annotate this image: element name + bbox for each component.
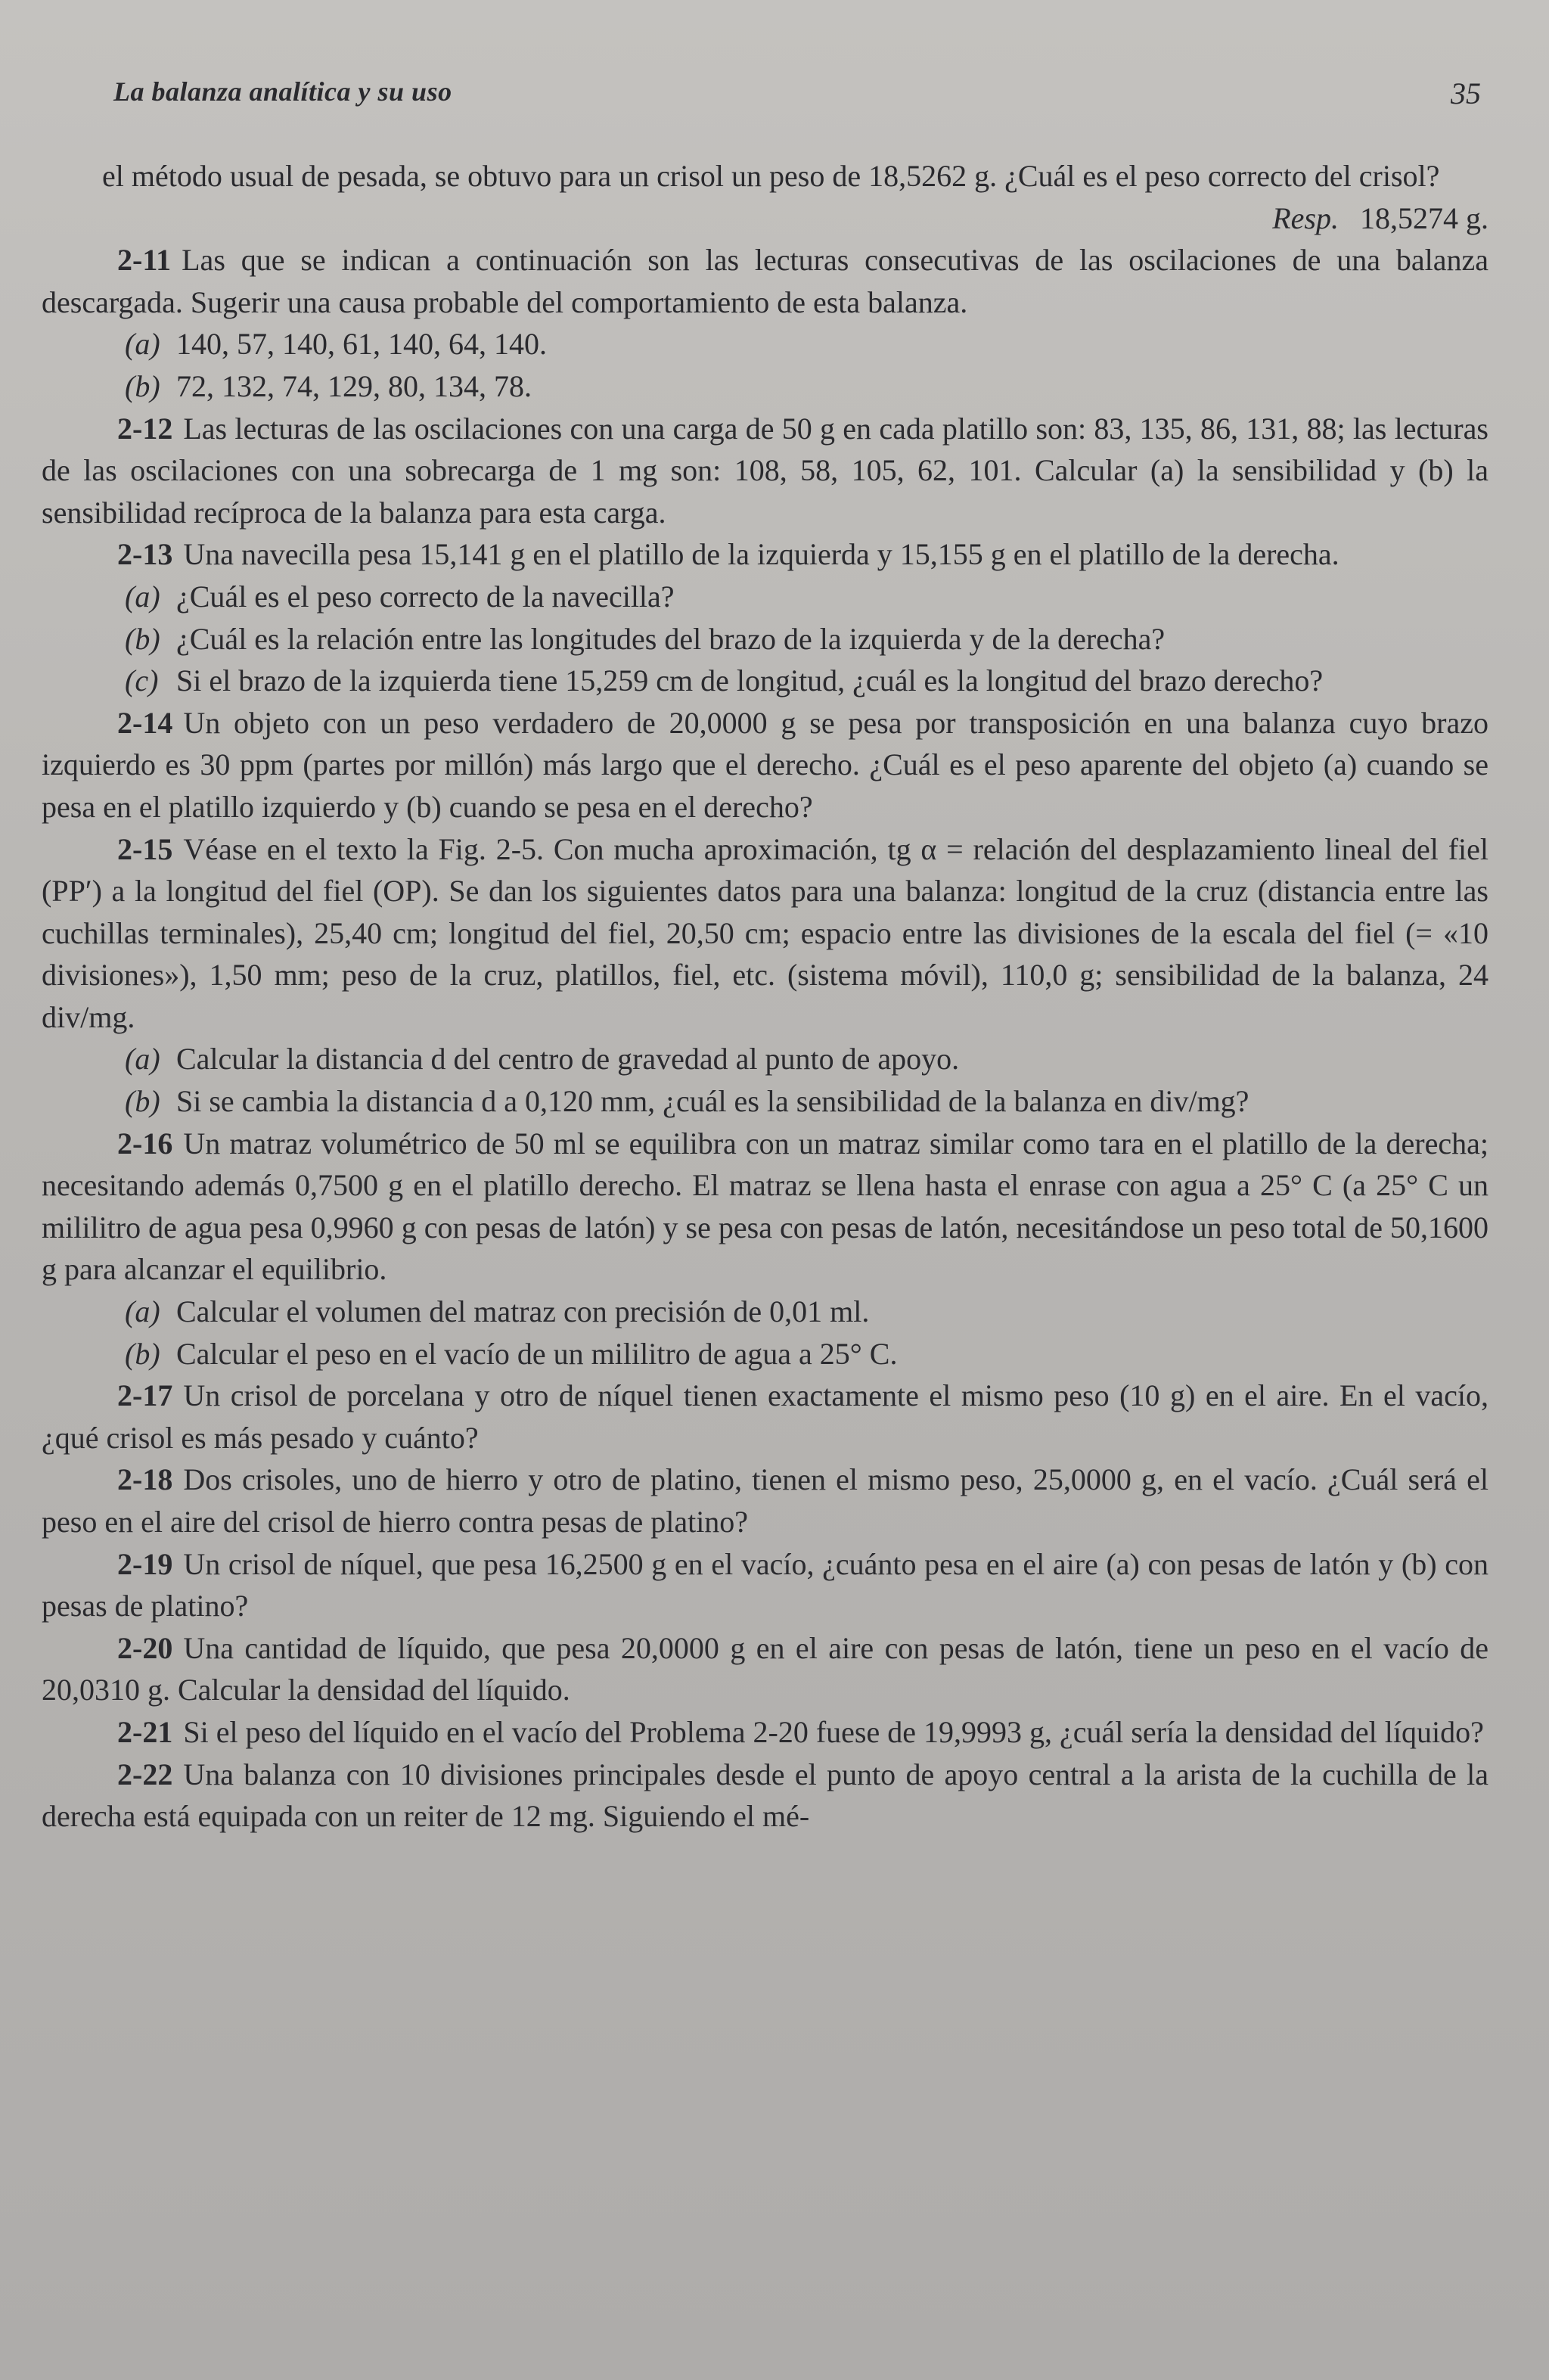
problem-2-11-item <box>125 323 1488 365</box>
item-text: ¿Cuál es la relación entre las longitudes del brazo de la izquierda y de la derecha? <box>176 621 1166 656</box>
problem-number: 2-15 <box>117 831 173 866</box>
problem-number: 2-14 <box>117 705 173 740</box>
page-number: 35 <box>1451 76 1481 110</box>
page-header <box>113 76 1481 121</box>
item-label: (a) <box>125 1294 160 1329</box>
problem-list <box>42 239 1488 1838</box>
answer-value: 18,5274 g. <box>1360 200 1488 235</box>
problem-2-19 <box>42 1543 1488 1627</box>
problem-text: Un matraz volumétrico de 50 ml se equilibra con un matraz similar como tara en el platillo de la derecha; necesitando además 0,7500 g en el platillo derecho. El matraz se llena hasta el enrase con agua a 25° C (a 25° C un mililitro de agua pesa 0,9960 g con pesas de latón) y se pesa con pesas de latón, necesitándose un peso total de 50,1600 g para alcanzar el equilibrio. <box>42 1126 1488 1287</box>
problem-2-11-item <box>125 365 1488 408</box>
problem-number: 2-17 <box>117 1378 173 1413</box>
problem-text: Un objeto con un peso verdadero de 20,0000 g se pesa por transposición en una balanza cuyo brazo izquierdo es 30 ppm (partes por millón) más largo que el derecho. ¿Cuál es el peso aparente del objeto (a) cuando se pesa en el platillo izquierdo y (b) cuando se pesa en el derecho? <box>42 705 1488 824</box>
problem-number: 2-22 <box>117 1757 173 1791</box>
problem-number: 2-12 <box>117 411 173 446</box>
intro-paragraph: el método usual de pesada, se obtuvo para un crisol un peso de 18,5262 g. ¿Cuál es el peso correcto del crisol? <box>102 159 1440 193</box>
item-text: Calcular el peso en el vacío de un mililitro de agua a 25° C. <box>176 1336 898 1371</box>
item-text: 140, 57, 140, 61, 140, 64, 140. <box>176 327 547 362</box>
problem-2-16-item <box>125 1333 1488 1375</box>
item-label: (b) <box>125 621 160 656</box>
problem-text: Las que se indican a continuación son las lecturas consecutivas de las oscilaciones de una balanza descargada. Sugerir una causa probable del comportamiento de esta balanza. <box>42 243 1488 319</box>
problem-number: 2-16 <box>117 1126 173 1160</box>
problem-text: Dos crisoles, uno de hierro y otro de platino, tienen el mismo peso, 25,0000 g, en el vacío. ¿Cuál será el peso en el aire del crisol de hierro contra pesas de platino? <box>42 1462 1488 1539</box>
item-text: Si se cambia la distancia d a 0,120 mm, ¿cuál es la sensibilidad de la balanza en div/mg? <box>176 1084 1249 1119</box>
problem-text: Una cantidad de líquido, que pesa 20,0000 g en el aire con pesas de latón, tiene un peso en el vacío de 20,0310 g. Calcular la densidad del líquido. <box>42 1630 1488 1707</box>
item-label: (c) <box>125 663 159 698</box>
problem-number: 2-11 <box>117 243 172 278</box>
problem-2-15-item <box>125 1080 1488 1123</box>
item-label: (b) <box>125 368 160 403</box>
problem-text: Véase en el texto la Fig. 2-5. Con mucha aproximación, tg α = relación del desplazamiento lineal del fiel (PP′) a la longitud del fiel (OP). Se dan los siguientes datos para una balanza: longitud de la cruz (distancia entre las cuchillas terminales), 25,40 cm; longitud del fiel, 20,50 cm; espacio entre las divisiones de la escala del fiel (= «10 divisiones»), 1,50 mm; peso de la cruz, platillos, fiel, etc. (sistema móvil), 110,0 g; sensibilidad de la balanza, 24 div/mg. <box>42 831 1488 1034</box>
problem-number: 2-13 <box>117 537 173 572</box>
problem-2-18 <box>42 1459 1488 1543</box>
problem-2-11 <box>42 239 1488 323</box>
problem-text: Una navecilla pesa 15,141 g en el platillo de la izquierda y 15,155 g en el platillo de la derecha. <box>183 537 1339 572</box>
problem-2-13-item <box>125 660 1488 702</box>
item-text: ¿Cuál es el peso correcto de la navecilla? <box>176 579 675 614</box>
problem-2-16-item <box>125 1291 1488 1333</box>
problem-number: 2-18 <box>117 1462 173 1497</box>
problem-number: 2-21 <box>117 1714 173 1749</box>
problem-text-body <box>42 155 1488 1838</box>
item-text: 72, 132, 74, 129, 80, 134, 78. <box>176 368 532 403</box>
answer-label: Resp. <box>1272 200 1339 235</box>
answer-line <box>42 197 1488 240</box>
problem-2-15-item <box>125 1038 1488 1080</box>
problem-2-22 <box>42 1754 1488 1838</box>
problem-2-13-item <box>125 618 1488 660</box>
problem-2-17 <box>42 1375 1488 1459</box>
problem-2-16 <box>42 1123 1488 1291</box>
item-text: Calcular la distancia d del centro de gravedad al punto de apoyo. <box>176 1042 960 1077</box>
problem-text: Si el peso del líquido en el vacío del Problema 2-20 fuese de 19,9993 g, ¿cuál sería la densidad del líquido? <box>183 1714 1484 1749</box>
problem-text: Un crisol de níquel, que pesa 16,2500 g en el vacío, ¿cuánto pesa en el aire (a) con pesas de latón y (b) con pesas de platino? <box>42 1546 1488 1623</box>
problem-number: 2-20 <box>117 1630 173 1665</box>
item-label: (b) <box>125 1084 160 1119</box>
problem-text: Una balanza con 10 divisiones principales desde el punto de apoyo central a la arista de la cuchilla de la derecha está equipada con un reiter de 12 mg. Siguiendo el mé- <box>42 1757 1488 1834</box>
item-label: (a) <box>125 1042 160 1077</box>
running-head: La balanza analítica y su uso <box>113 76 452 107</box>
problem-2-12 <box>42 408 1488 534</box>
problem-text: Un crisol de porcelana y otro de níquel tienen exactamente el mismo peso (10 g) en el aire. En el vacío, ¿qué crisol es más pesado y cuánto? <box>42 1378 1488 1455</box>
problem-number: 2-19 <box>117 1546 173 1581</box>
problem-2-15 <box>42 828 1488 1039</box>
item-text: Calcular el volumen del matraz con precisión de 0,01 ml. <box>176 1294 870 1329</box>
problem-2-20 <box>42 1627 1488 1711</box>
item-label: (a) <box>125 327 160 362</box>
problem-2-13-item <box>125 576 1488 618</box>
item-label: (a) <box>125 579 160 614</box>
item-text: Si el brazo de la izquierda tiene 15,259 cm de longitud, ¿cuál es la longitud del brazo derecho? <box>176 663 1324 698</box>
problem-text: Las lecturas de las oscilaciones con una carga de 50 g en cada platillo son: 83, 135, 86, 131, 88; las lecturas de las oscilaciones con una sobrecarga de 1 mg son: 108, 58, 105, 62, 101. Calcular (a) la sensibilidad y (b) la sensibilidad recíproca de la balanza para esta carga. <box>42 411 1488 530</box>
item-label: (b) <box>125 1336 160 1371</box>
problem-2-14 <box>42 702 1488 828</box>
problem-2-21 <box>42 1711 1488 1754</box>
problem-2-13 <box>42 533 1488 576</box>
